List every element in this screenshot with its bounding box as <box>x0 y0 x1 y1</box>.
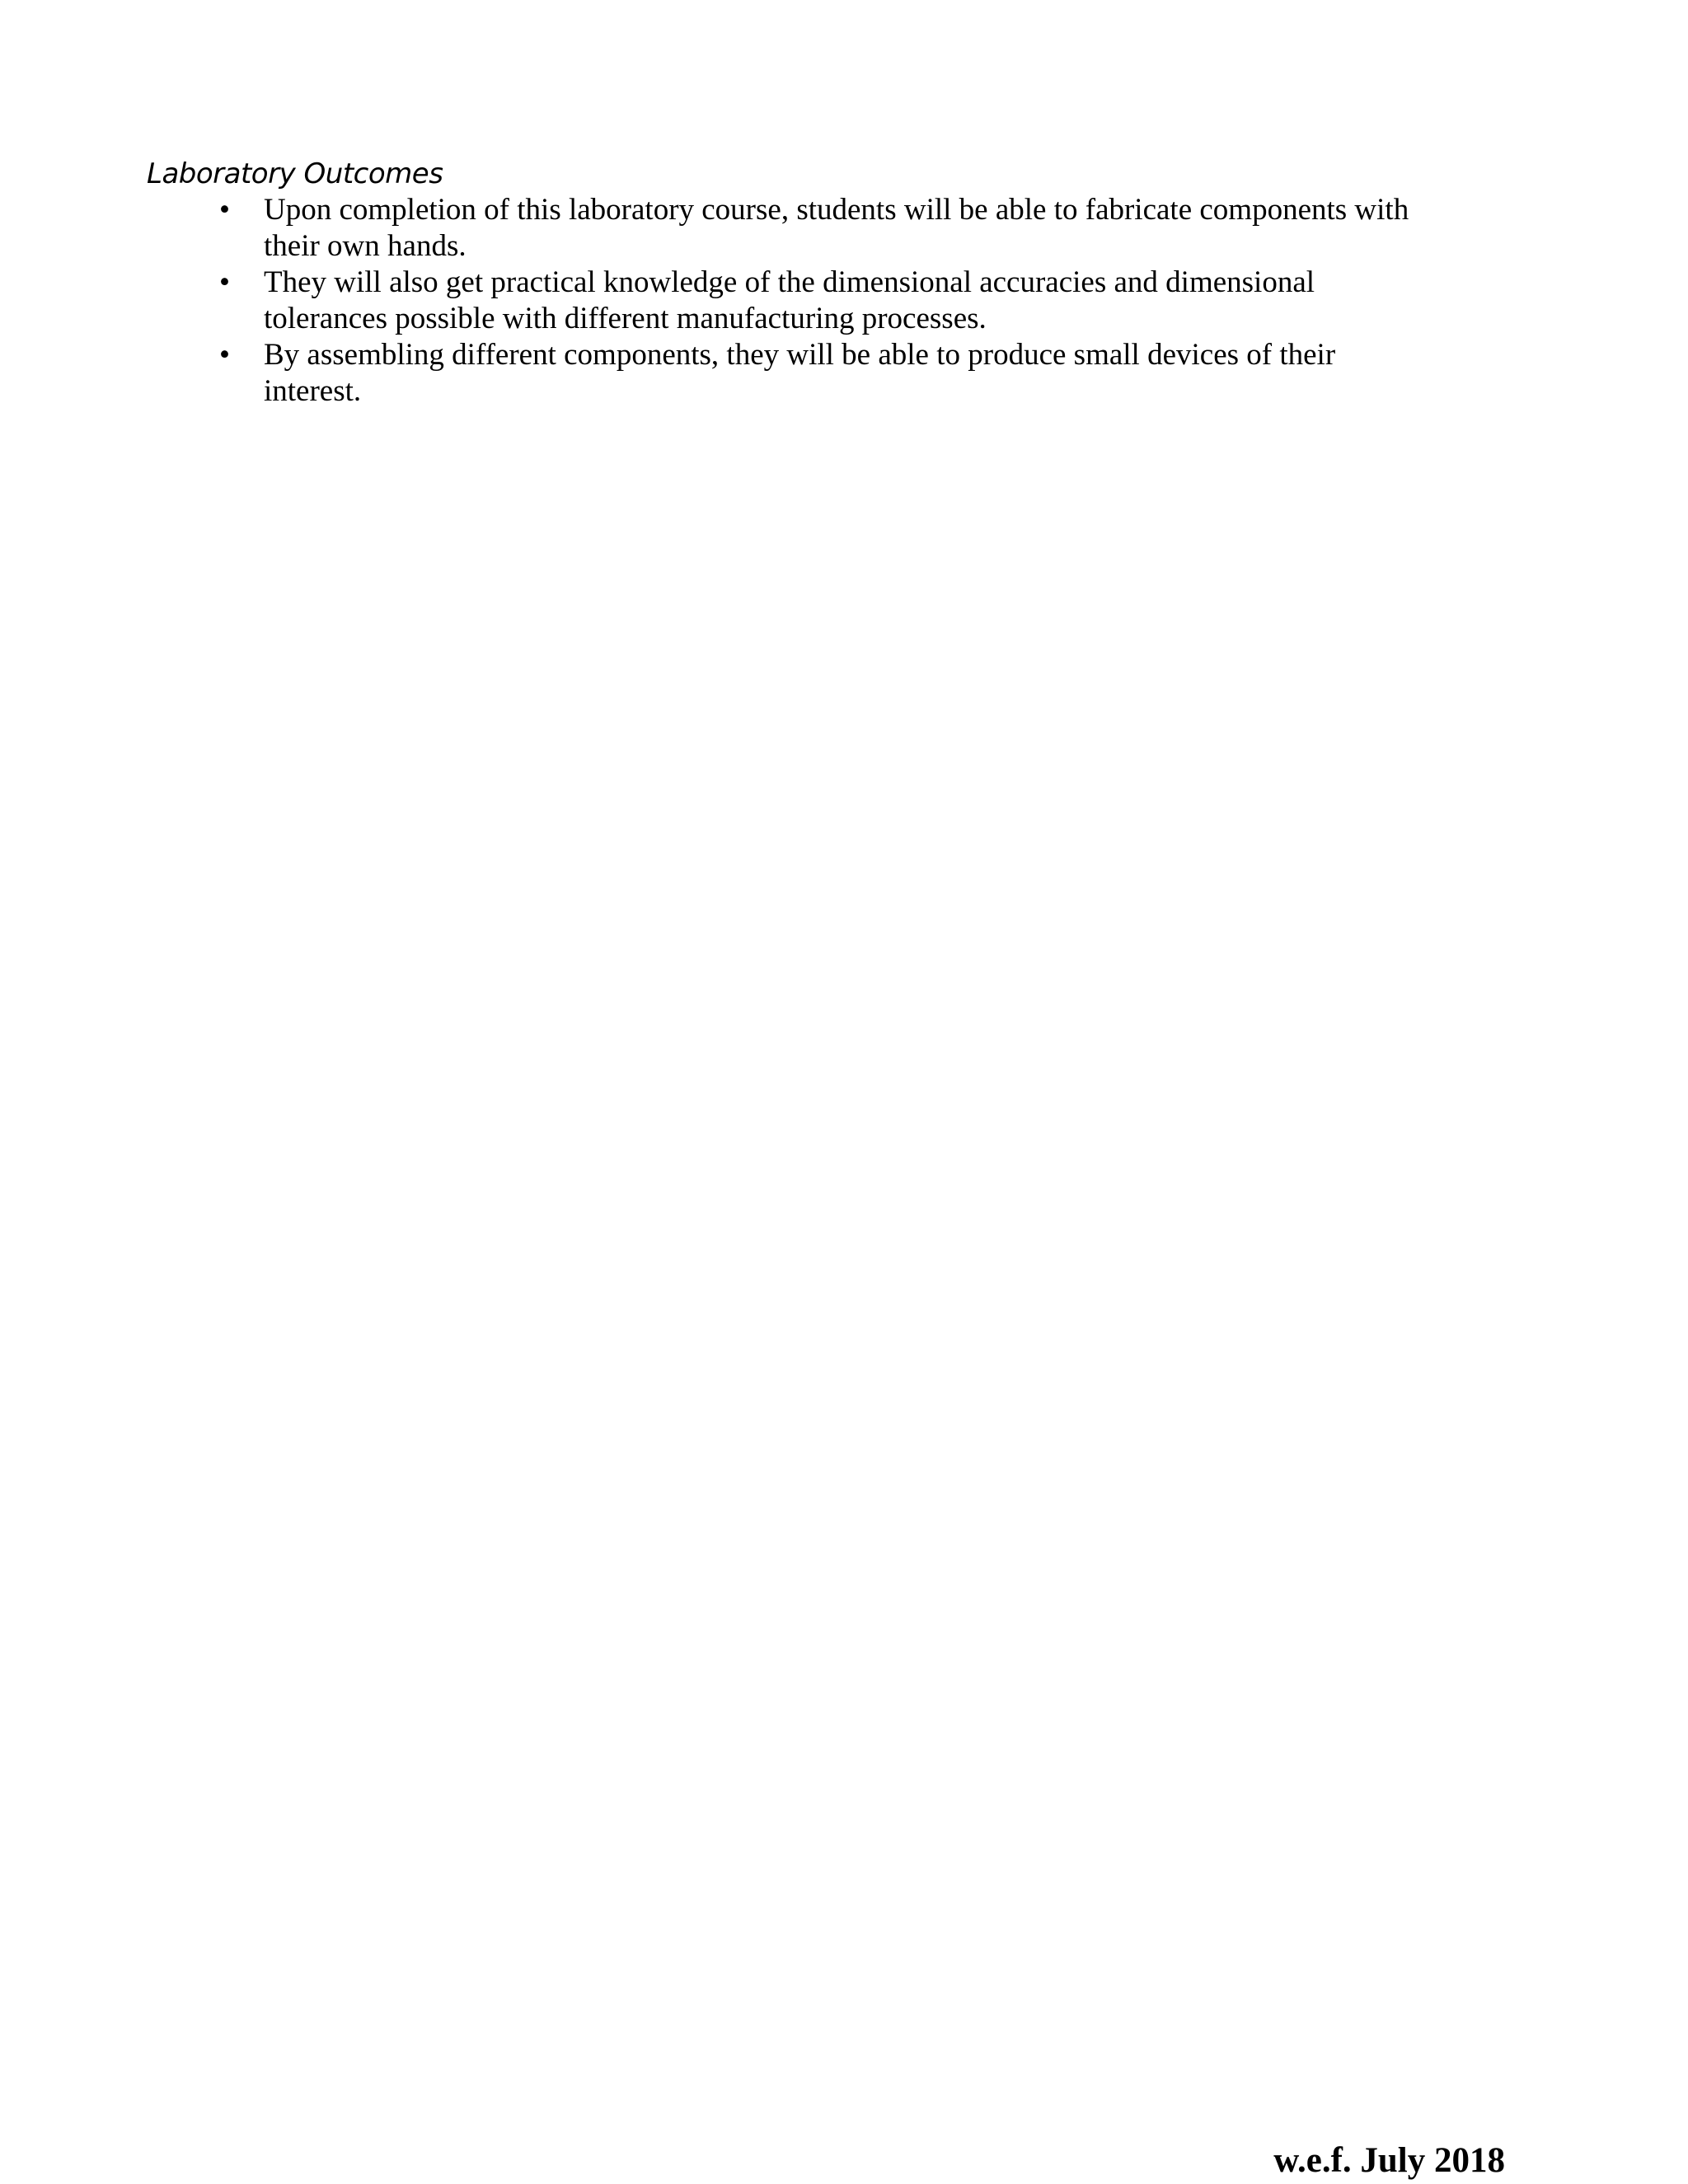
outcome-text: They will also get practical knowledge of the dimensional accuracies and dimensional tolerances possible with different manufacturing processes. <box>264 265 1315 335</box>
effective-date-footer: w.e.f. July 2018 <box>1273 2141 1505 2180</box>
bullet-icon: • <box>219 265 230 299</box>
section-heading: Laboratory Outcomes <box>147 157 443 190</box>
outcome-text: Upon completion of this laboratory course, students will be able to fabricate components with their own hands. <box>264 193 1409 263</box>
list-item <box>219 192 1434 265</box>
bullet-icon: • <box>219 338 230 372</box>
bullet-icon: • <box>219 193 230 227</box>
list-item <box>219 265 1434 337</box>
outcomes-list <box>219 192 1434 410</box>
list-item <box>219 337 1434 410</box>
outcome-text: By assembling different components, they will be able to produce small devices of their interest. <box>264 338 1336 408</box>
